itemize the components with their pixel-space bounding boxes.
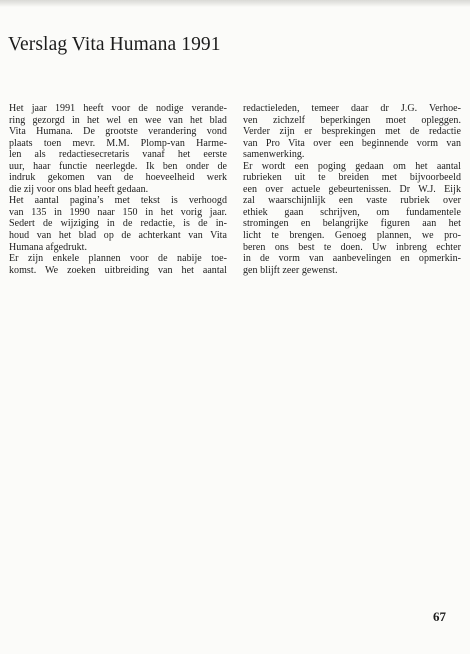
left-column-line: Humana afgedrukt. (9, 241, 88, 253)
right-column-line: zal waarschijnlijk een vaste rubriek over (243, 195, 461, 207)
left-column-line: Het jaar 1991 heeft voor de nodige verande- (9, 103, 227, 114)
previous-page-bleed (0, 0, 470, 7)
left-column-line: Sedert de wijziging in de redactie, is de in- (9, 218, 227, 230)
right-column-line: licht te brengen. Genoeg plannen, we pro- (243, 230, 461, 242)
right-text-column (243, 103, 461, 276)
right-column-line: van Pro Vita over een beginnende vorm van (243, 137, 461, 149)
right-column-line: ethiek gaan schrijven, om fundamentele (243, 206, 461, 218)
left-column-line: ring gezorgd in het wel en wee van het blad (9, 114, 227, 126)
article-title: Verslag Vita Humana 1991 (8, 34, 221, 55)
left-column-line: houd van het blad op de achterkant van Vita (9, 230, 227, 242)
left-column-line: uur, haar functie neerlegde. Ik ben onder de (9, 160, 227, 172)
right-column-line: gen blijft zeer gewenst. (243, 264, 338, 276)
left-column-line: len als redactiesecretaris vanaf het eerste (9, 149, 227, 161)
right-column-line: een over actuele gebeurtenissen. Dr W.J. Eijk (243, 183, 461, 195)
right-column-line: beren ons best te doen. Uw inbreng echter (243, 241, 461, 253)
left-text-column (9, 103, 227, 276)
left-column-line: plaats toen mevr. M.M. Plomp-van Harme- (9, 137, 227, 149)
right-column-line: redactieleden, temeer daar dr J.G. Verhoe- (243, 103, 461, 114)
right-column-line: stromingen en belangrijke figuren aan het (243, 218, 461, 230)
left-column-line: van 135 in 1990 naar 150 in het vorig jaar. (9, 206, 227, 218)
left-column-line: Vita Humana. De grootste verandering vond (9, 126, 227, 138)
right-column-line: rubrieken uit te breiden met bijvoorbeeld (243, 172, 461, 184)
right-column-line: in de vorm van aanbevelingen en opmerkin- (243, 253, 461, 265)
right-column-line: Verder zijn er besprekingen met de redactie (243, 126, 461, 138)
left-column-line: Er zijn enkele plannen voor de nabije toe- (9, 253, 227, 265)
left-column-line: komst. We zoeken uitbreiding van het aantal (9, 264, 227, 276)
left-column-line: die zij voor ons blad heeft gedaan. (9, 183, 149, 195)
right-column-line: Er wordt een poging gedaan om het aantal (243, 160, 461, 172)
left-column-line: Het aantal pagina’s met tekst is verhoogd (9, 195, 227, 207)
left-column-line: indruk gekomen van de hoeveelheid werk (9, 172, 227, 184)
right-column-line: samenwerking. (243, 149, 305, 161)
right-column-line: ven zichzelf beperkingen moet opleggen. (243, 114, 461, 126)
page-number: 67 (433, 609, 446, 624)
